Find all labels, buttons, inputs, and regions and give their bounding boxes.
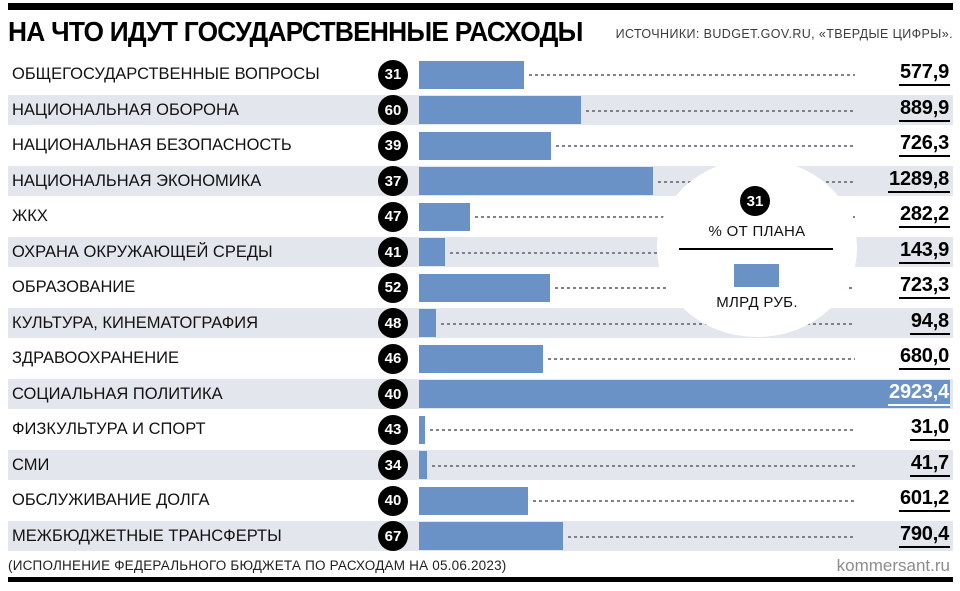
bar-area [419, 93, 950, 129]
value-bar [419, 487, 528, 515]
value-label: 2923,4 [888, 382, 950, 406]
percent-badge: 52 [378, 273, 408, 303]
category-label: КУЛЬТУРА, КИНЕМАТОГРАФИЯ [12, 313, 259, 332]
percent-badge: 31 [378, 60, 408, 90]
value-bar [419, 238, 445, 266]
leader-line [556, 145, 855, 147]
top-rule [8, 3, 953, 10]
value-label: 726,3 [899, 133, 950, 157]
category-label: СМИ [12, 455, 50, 474]
value-label: 889,9 [899, 98, 950, 122]
value-label: 143,9 [899, 240, 950, 264]
percent-badge: 47 [378, 202, 408, 232]
bottom-rule [8, 577, 953, 582]
bar-area [419, 519, 950, 555]
value-bar [419, 345, 543, 373]
value-bar [419, 380, 950, 408]
chart-legend [657, 159, 857, 337]
value-bar [419, 451, 427, 479]
legend-percent-badge: 31 [740, 186, 770, 216]
category-label: ФИЗКУЛЬТУРА И СПОРТ [12, 420, 206, 438]
legend-percent-label: % ОТ ПЛАНА [708, 223, 806, 240]
value-label: 723,3 [899, 275, 950, 299]
value-bar [419, 61, 524, 89]
leader-line [548, 358, 856, 360]
percent-badge: 40 [378, 486, 408, 516]
chart-row [8, 448, 953, 484]
percent-badge: 41 [378, 237, 408, 267]
bar-area [419, 412, 950, 448]
percent-badge: 46 [378, 344, 408, 374]
percent-badge: 40 [378, 379, 408, 409]
sources-note: ИСТОЧНИКИ: BUDGET.GOV.RU, «ТВЕРДЫЕ ЦИФРЫ». [615, 27, 953, 41]
value-label: 790,4 [899, 524, 950, 548]
category-label: МЕЖБЮДЖЕТНЫЕ ТРАНСФЕРТЫ [12, 526, 282, 545]
footer-note: (ИСПОЛНЕНИЕ ФЕДЕРАЛЬНОГО БЮДЖЕТА ПО РАСХОДАМ НА 05.06.2023) [8, 558, 507, 573]
value-label: 577,9 [899, 62, 950, 86]
value-bar [419, 416, 425, 444]
value-label: 680,0 [899, 346, 950, 370]
chart-row [8, 412, 953, 448]
percent-badge: 34 [378, 450, 408, 480]
value-label: 282,2 [899, 204, 950, 228]
bar-area [419, 483, 950, 519]
value-bar [419, 96, 581, 124]
legend-divider [679, 248, 833, 250]
value-label: 31,0 [910, 417, 950, 441]
category-label: НАЦИОНАЛЬНАЯ ОБОРОНА [12, 100, 239, 119]
page-title: НА ЧТО ИДУТ ГОСУДАРСТВЕННЫЕ РАСХОДЫ [8, 16, 583, 47]
leader-line [529, 74, 855, 76]
value-label: 41,7 [910, 453, 950, 477]
percent-badge: 48 [378, 308, 408, 338]
category-label: НАЦИОНАЛЬНАЯ БЕЗОПАСНОСТЬ [12, 136, 292, 154]
percent-badge: 67 [378, 521, 408, 551]
percent-badge: 60 [378, 95, 408, 125]
bar-area [419, 57, 950, 93]
legend-bar-label: МЛРД РУБ. [716, 294, 798, 311]
percent-badge: 39 [378, 131, 408, 161]
leader-line [533, 500, 855, 502]
category-label: СОЦИАЛЬНАЯ ПОЛИТИКА [12, 384, 223, 403]
chart-row [8, 93, 953, 129]
category-label: ЖКХ [12, 207, 48, 225]
category-label: ОБЩЕГОСУДАРСТВЕННЫЕ ВОПРОСЫ [12, 65, 320, 83]
category-label: ЗДРАВООХРАНЕНИЕ [12, 349, 180, 367]
leader-line [568, 536, 855, 538]
percent-badge: 37 [378, 166, 408, 196]
brand-link[interactable]: kommersant.ru [836, 556, 950, 575]
chart-row [8, 519, 953, 555]
bar-area [419, 377, 950, 413]
leader-line [586, 110, 855, 112]
chart-row [8, 483, 953, 519]
chart-row [8, 377, 953, 413]
percent-badge: 43 [378, 415, 408, 445]
value-bar [419, 167, 653, 195]
leader-line [432, 465, 855, 467]
bar-area [419, 341, 950, 377]
category-label: ОБРАЗОВАНИЕ [12, 278, 136, 296]
category-label: ОБСЛУЖИВАНИЕ ДОЛГА [12, 491, 210, 509]
bar-area [419, 448, 950, 484]
value-bar [419, 522, 563, 550]
category-label: НАЦИОНАЛЬНАЯ ЭКОНОМИКА [12, 171, 262, 190]
bar-area [419, 128, 950, 164]
value-label: 94,8 [910, 311, 950, 335]
value-label: 601,2 [899, 488, 950, 512]
value-bar [419, 309, 436, 337]
value-bar [419, 203, 470, 231]
value-bar [419, 132, 551, 160]
value-label: 1289,8 [888, 169, 950, 193]
chart-row [8, 57, 953, 93]
chart-row [8, 341, 953, 377]
value-bar [419, 274, 550, 302]
category-label: ОХРАНА ОКРУЖАЮЩЕЙ СРЕДЫ [12, 242, 273, 261]
chart-row [8, 128, 953, 164]
leader-line [430, 429, 855, 431]
legend-bar-swatch [734, 264, 779, 287]
